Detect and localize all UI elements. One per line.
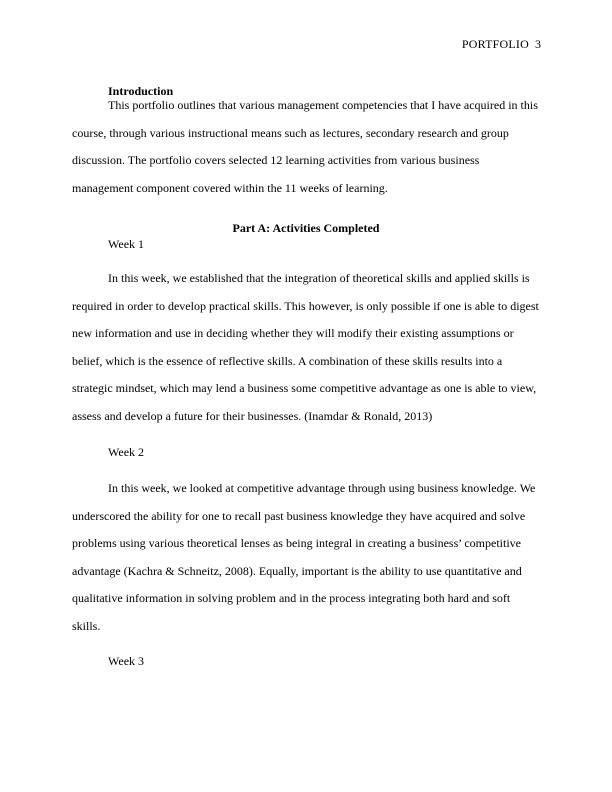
- week-3-label: Week 3: [108, 654, 145, 668]
- week-2-label: Week 2: [108, 445, 145, 459]
- part-a-heading: Part A: Activities Completed: [232, 221, 380, 235]
- week-1-paragraph: In this week, we established that the integration of theoretical skills and applied skills is required in order to develop practical skills. This however, is only possible if one is able to digest new information and use in deciding whether they will modify their existing assumptions or belief, which is the essence of reflective skills. A combination of these skills results into a strategic mindset, which may lend a business some competitive advantage as one is able to view, assess and develop a future for their businesses. (Inamdar & Ronald, 2013): [72, 271, 539, 423]
- page-number: 3: [535, 37, 541, 51]
- page-header: [462, 36, 541, 52]
- running-title: PORTFOLIO: [461, 37, 529, 51]
- introduction-paragraph: This portfolio outlines that various management competencies that I have acquired in this course, through various instructional means such as lectures, secondary research and group discussion. The portfolio covers selected 12 learning activities from various business management component covered within the 11 weeks of learning.: [72, 98, 538, 195]
- week-2-paragraph: In this week, we looked at competitive advantage through using business knowledge. We underscored the ability for one to recall past business knowledge they have acquired and solve problems using various theoretical lenses as being integral in creating a business’ competitive advantage (Kachra & Schneitz, 2008). Equally, important is the ability to use quantitative and qualitative information in solving problem and in the process integrating both hard and soft skills.: [72, 481, 536, 633]
- week-1-label: Week 1: [108, 237, 145, 251]
- introduction-heading: Introduction: [108, 84, 174, 98]
